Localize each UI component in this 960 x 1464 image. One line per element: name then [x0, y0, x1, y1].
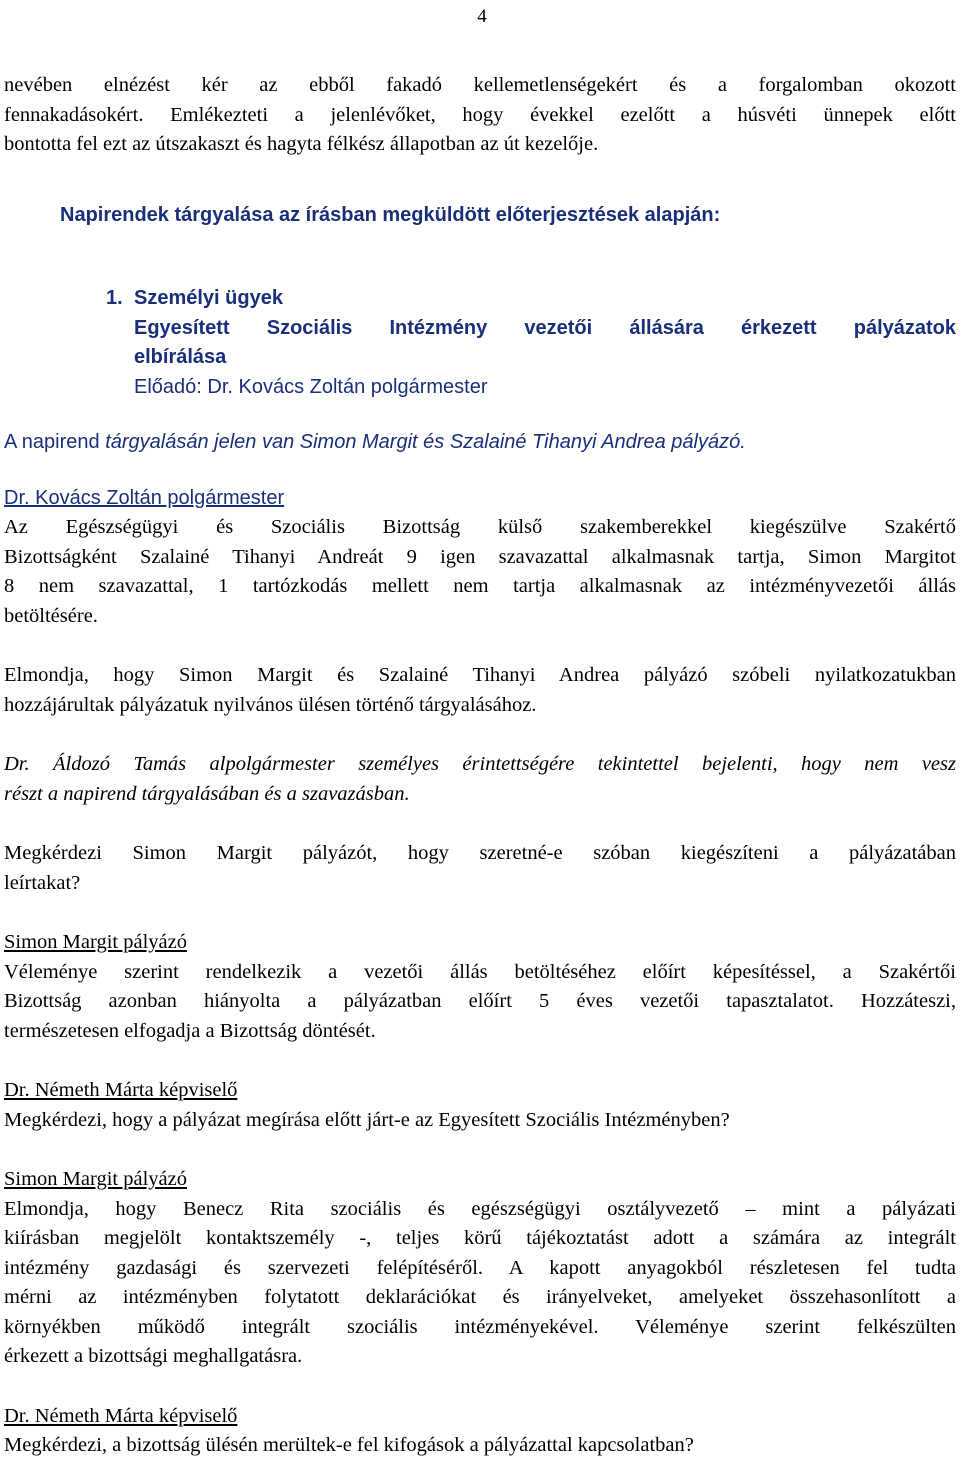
agenda-subtitle-line: Egyesített Szociális Intézmény vezetői állására érkezett pályázatok — [134, 316, 956, 339]
speaker-name: Simon Margit pályázó — [4, 1168, 187, 1190]
speech-block — [4, 484, 956, 632]
text-line: Megkérdezi Simon Margit pályázót, hogy szeretné-e szóban kiegészíteni a pályázatában — [4, 842, 956, 864]
text-line: fennakadásokért. Emlékezteti a jelenlévőket, hogy évekkel ezelőtt a húsvéti ünnepek előtt — [4, 103, 956, 126]
agenda-presenter: Előadó: Dr. Kovács Zoltán polgármester — [134, 375, 488, 398]
speech-block — [4, 661, 956, 720]
text-line: Megkérdezi, a bizottság ülésén merültek-e fel kifogások a pályázattal kapcsolatban? — [4, 1434, 694, 1456]
text-line: nevében elnézést kér az ebből fakadó kellemetlenségekért és a forgalomban okozott — [4, 74, 956, 96]
agenda-subtitle-line: elbírálása — [134, 346, 227, 368]
text-line: Elmondja, hogy Simon Margit és Szalainé Tihanyi Andrea pályázó szóbeli nyilatkozatukban — [4, 664, 956, 686]
text-line: részt a napirend tárgyalásában és a szavazásban. — [4, 782, 410, 805]
text-line: Dr. Áldozó Tamás alpolgármester személyes érintettségére tekintettel bejelenti, hogy nem vesz — [4, 753, 956, 775]
speech-block — [4, 1165, 956, 1372]
agenda-number: 1. — [106, 287, 123, 309]
speech-block — [4, 928, 956, 1046]
speaker-name: Simon Margit pályázó — [4, 931, 187, 953]
text-line: intézmény gazdasági és szervezeti felépítéséről. A kapott anyagokból részletesen fel tudta — [4, 1256, 956, 1279]
text-line: érkezett a bizottsági meghallgatásra. — [4, 1345, 303, 1367]
speaker-name: Dr. Kovács Zoltán polgármester — [4, 486, 285, 509]
intro-paragraph — [4, 71, 956, 160]
text-line: mérni az intézményben folytatott deklarációkat és irányelveket, amelyeket összehasonlított a — [4, 1286, 956, 1308]
text-line: Bizottságként Szalainé Tihanyi Andreát 9 igen szavazattal alkalmasnak tartja, Simon Margitot — [4, 545, 956, 568]
text-line: kiírásban megjelölt kontaktszemély -, teljes körű tájékoztatást adott a számára az integrált — [4, 1227, 956, 1249]
speaker-name: Dr. Németh Márta képviselő — [4, 1079, 238, 1101]
text-line: 8 nem szavazattal, 1 tartózkodás mellett nem tartja alkalmasnak az intézményvezetői állás — [4, 575, 956, 597]
text-line: leírtakat? — [4, 871, 81, 894]
speech-block — [4, 1402, 956, 1461]
text-line: hozzájárultak pályázatuk nyilvános ülésen történő tárgyalásához. — [4, 693, 537, 716]
text-line: környékben működő integrált szociális intézményekével. Véleménye szerint felkészülten — [4, 1315, 956, 1338]
speaker-name: Dr. Németh Márta képviselő — [4, 1404, 238, 1427]
text-line: Elmondja, hogy Benecz Rita szociális és egészségügyi osztályvezető – mint a pályázati — [4, 1197, 956, 1220]
text-line: bontotta fel ezt az útszakaszt és hagyta félkész állapotban az út kezelője. — [4, 133, 599, 155]
speech-block — [4, 839, 956, 898]
speech-block — [4, 750, 956, 809]
text-line: Megkérdezi, hogy a pályázat megírása előtt járt-e az Egyesített Szociális Intézményben? — [4, 1108, 730, 1131]
section-heading: Napirendek tárgyalása az írásban megküldött előterjesztések alapján: — [60, 203, 721, 226]
attendance-text: tárgyalásán jelen van Simon Margit és Szalainé Tihanyi Andrea pályázó. — [105, 431, 746, 453]
text-line: Véleménye szerint rendelkezik a vezetői állás betöltéséhez előírt képesítéssel, a Szakértői — [4, 960, 956, 983]
speech-block — [4, 1076, 956, 1135]
attendance-line — [4, 428, 956, 458]
text-line: Bizottság azonban hiányolta a pályázatban előírt 5 éves vezetői tapasztalatot. Hozzáteszi, — [4, 990, 956, 1012]
document-body — [4, 71, 956, 1461]
attendance-prefix: A napirend — [4, 431, 106, 453]
text-line: természetesen elfogadja a Bizottság döntését. — [4, 1019, 376, 1042]
agenda-title: Személyi ügyek — [134, 287, 283, 309]
text-line: Az Egészségügyi és Szociális Bizottság külső szakemberekkel kiegészülve Szakértő — [4, 516, 956, 538]
agenda-item — [106, 284, 956, 402]
text-line: betöltésére. — [4, 604, 98, 627]
page-number: 4 — [477, 6, 487, 27]
